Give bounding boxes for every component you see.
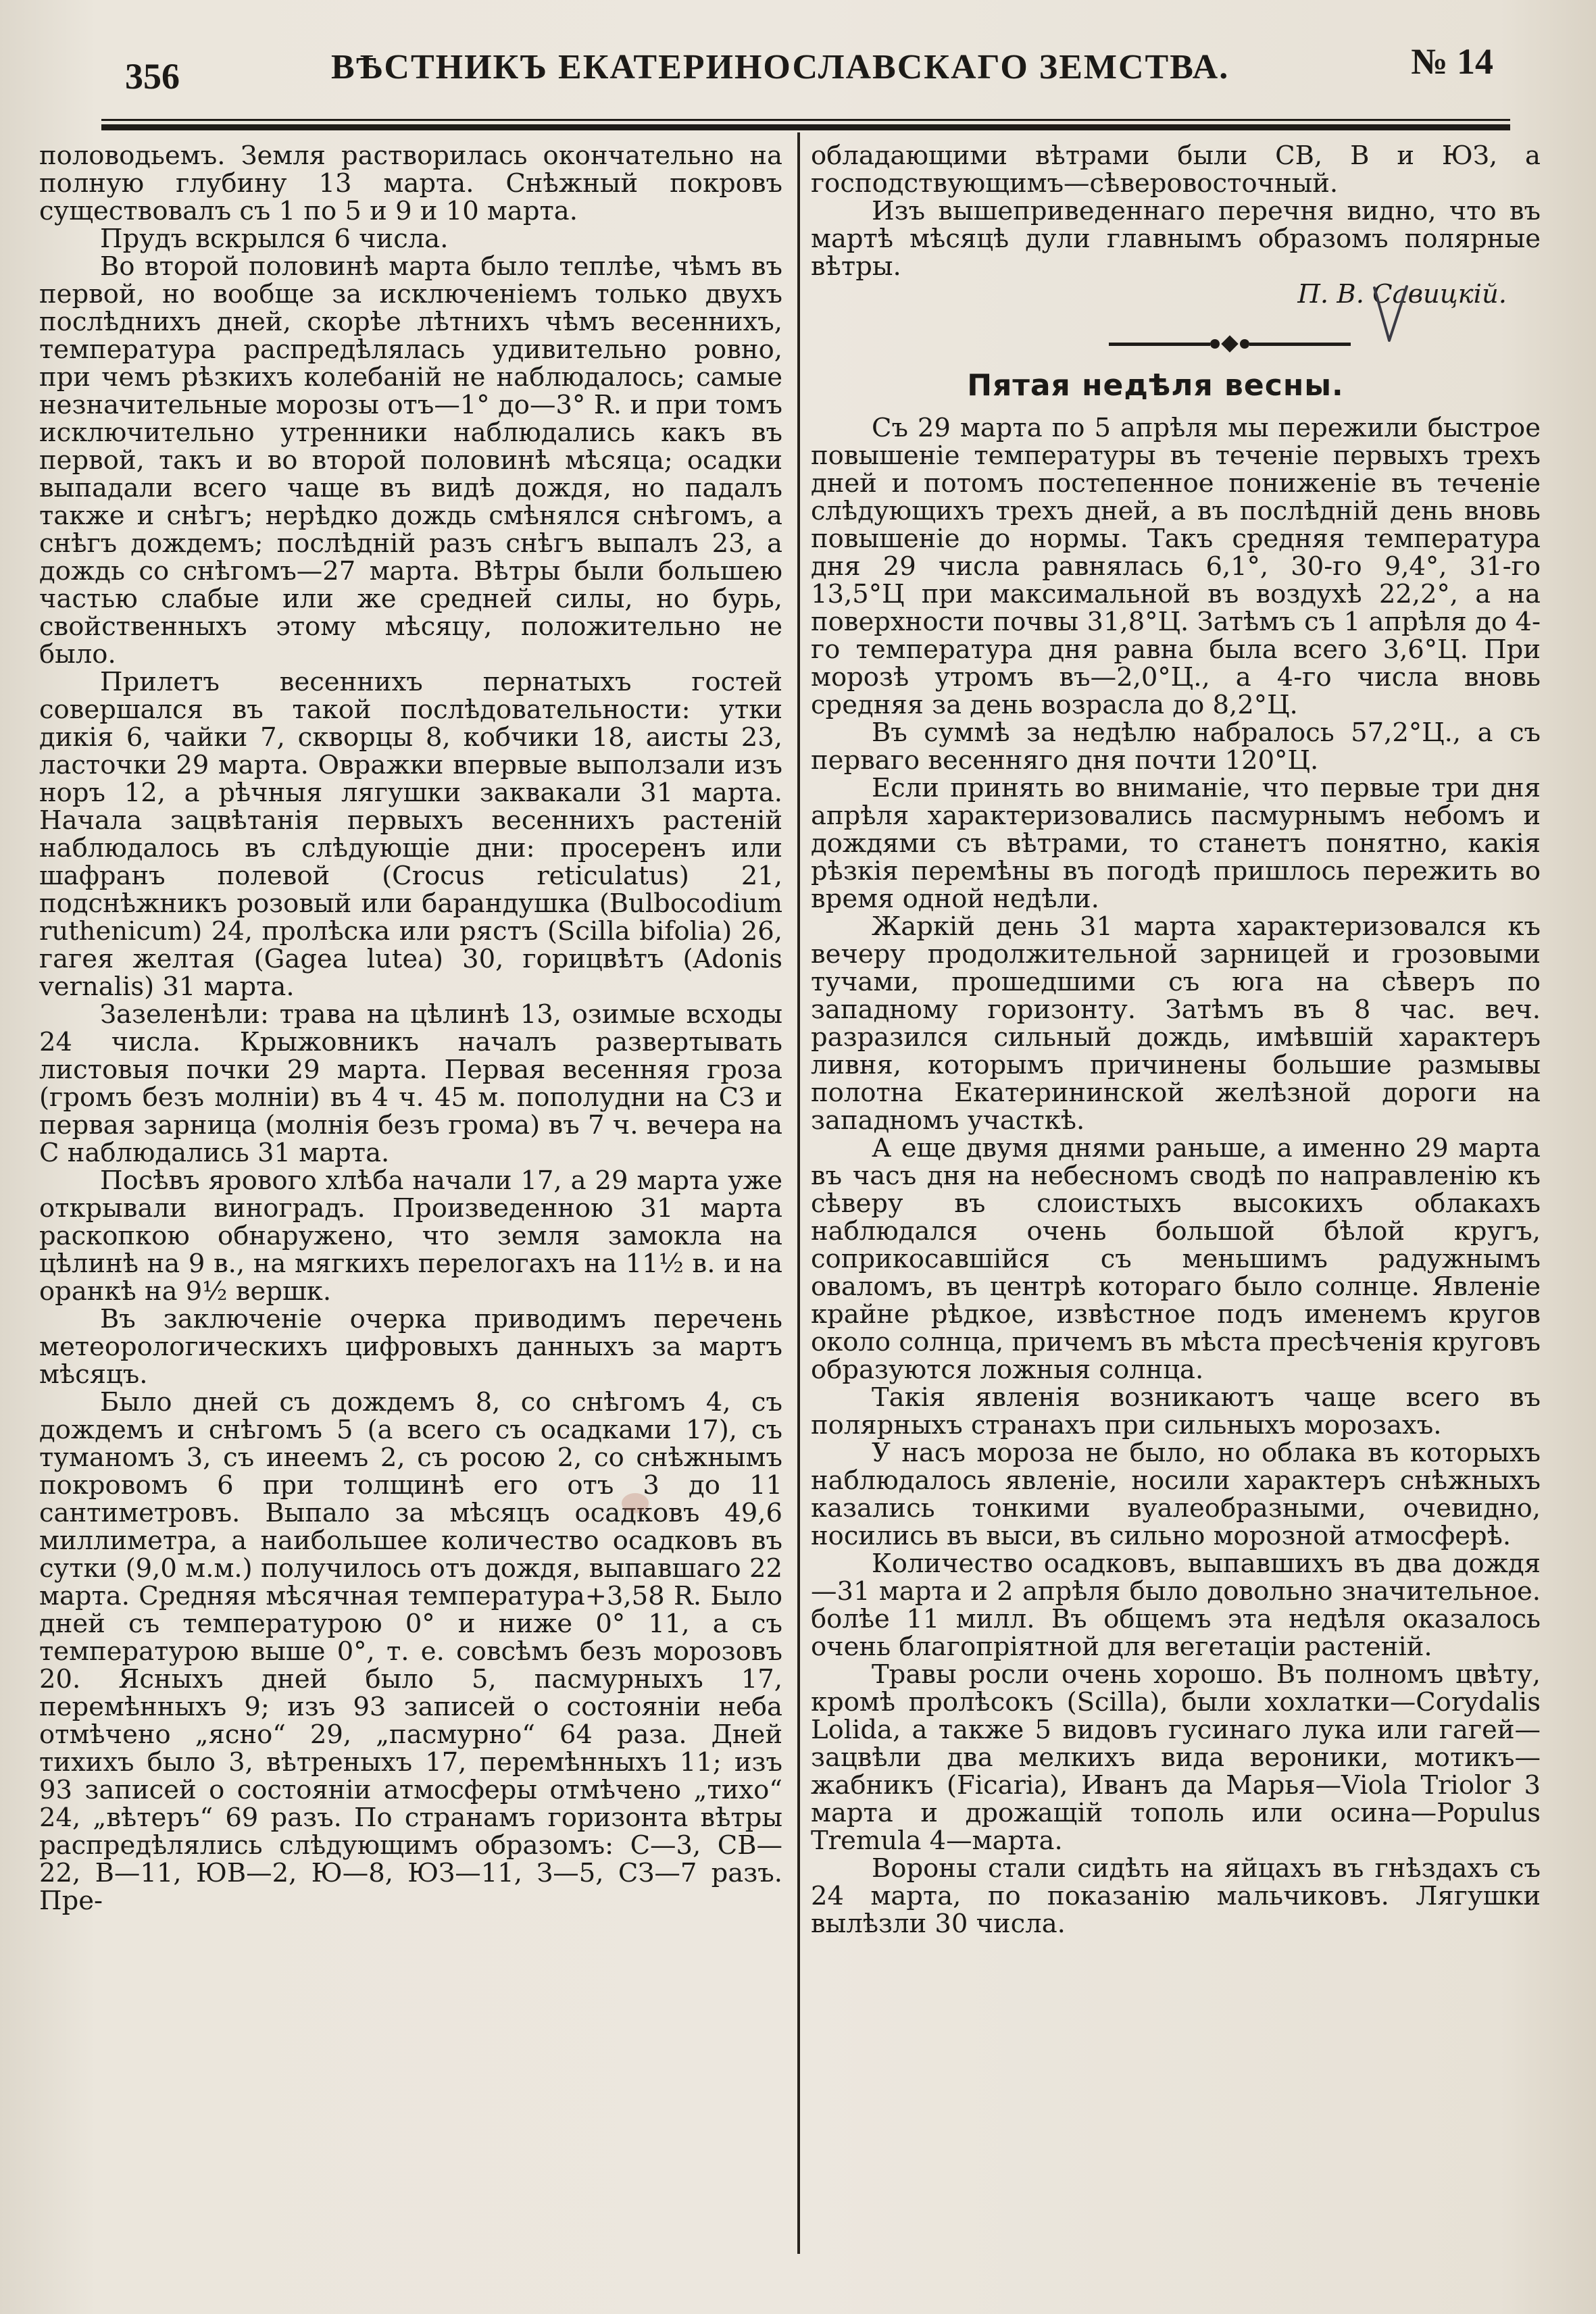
paragraph: А еще двумя днями раньше, а именно 29 марта въ часъ дня на небесномъ сводѣ по направленію къ сѣверу въ слоистыхъ высокихъ облакахъ наблюдался очень большой бѣлой кругъ, соприкосавшійся съ меньшимъ радужнымъ оваломъ, въ центрѣ котораго было солнце. Явленіе крайне рѣдкое, извѣстное подъ именемъ кругов около солнца, причемъ въ мѣста пресѣченія круговъ образуются ложныя солнца.: [811, 1133, 1541, 1385]
ornament-line: [1249, 343, 1351, 346]
column-divider: [797, 132, 800, 2254]
header-rule-thick: [101, 124, 1510, 130]
page-header: [101, 27, 1507, 108]
paragraph: Зазеленѣли: трава на цѣлинѣ 13, озимые всходы 24 числа. Крыжовникъ началъ развертывать листовыя почки 29 марта. Первая весенняя гроза (громъ безъ молніи) въ 4 ч. 45 м. пополудни на СЗ и первая зарница (молнія безъ грома) въ 7 ч. вечера на С наблюдались 31 марта.: [39, 999, 782, 1168]
right-column: [811, 142, 1541, 1938]
paragraph: Прилетъ весеннихъ пернатыхъ гостей совершался въ такой послѣдовательности: утки дикія 6, чайки 7, скворцы 8, кобчики 18, аисты 23, ласточки 29 марта. Овражки впервые выползали изъ норъ 12, а рѣчныя лягушки заквакали 31 марта. Начала зацвѣтанія первыхъ весеннихъ растеній наблюдалось въ слѣдующіе дни: просеренъ или шафранъ полевой (Crocus reticulatus) 21, подснѣжникъ розовый или барандушка (Bulbocodium ruthenicum) 24, пролѣска или рястъ (Scilla bifolia) 26, гагея желтая (Gagea lutea) 30, горицвѣтъ (Adonis vernalis) 31 марта.: [39, 667, 782, 1002]
section-heading: Пятая недѣля весны.: [967, 368, 1344, 403]
ink-stain: [622, 1493, 649, 1513]
paragraph: Въ суммѣ за недѣлю набралось 57,2°Ц., а съ перваго весенняго дня почти 120°Ц.: [811, 718, 1541, 776]
author-signature: П. В. Савицкій.: [1297, 279, 1507, 309]
paragraph: Травы росли очень хорошо. Въ полномъ цвѣту, кромѣ пролѣсокъ (Scilla), были хохлатки—Corydalis Lolida, а также 5 видовъ гусинаго лука или гагей—зацвѣли два мелкихъ вида вероники, мотикъ—жабникъ (Ficaria), Иванъ да Марья—Viola Triolor 3 марта и дрожащій тополь или осина—Populus Tremula 4—марта.: [811, 1659, 1541, 1856]
paragraph: половодьемъ. Земля растворилась окончательно на полную глубину 13 марта. Снѣжный покровъ существовалъ съ 1 по 5 и 9 и 10 марта.: [39, 141, 782, 226]
issue-number: № 14: [1411, 41, 1493, 82]
paragraph: Такія явленія возникаютъ чаще всего въ полярныхъ странахъ при сильныхъ морозахъ.: [811, 1382, 1541, 1440]
paragraph: обладающими вѣтрами были СВ, В и ЮЗ, а господствующимъ—сѣверовосточный.: [811, 141, 1541, 199]
paragraph: Если принять во вниманіе, что первые три дня апрѣля характеризовались пасмурнымъ небомъ и дождями съ вѣтрами, то станетъ понятно, какія рѣзкія перемѣны въ погодѣ пришлось пережить во время одной недѣли.: [811, 773, 1541, 914]
paragraph: У насъ мороза не было, но облака въ которыхъ наблюдалось явленіе, носили характеръ снѣжныхъ казались тонкими вуалеобразными, очевидно, носились въ выси, въ сильно морозной атмосферѣ.: [811, 1438, 1541, 1551]
page-number: 356: [125, 56, 180, 97]
ornament-dot: [1240, 339, 1249, 349]
section-ornament: [811, 320, 1541, 368]
ornament-diamond: [1221, 335, 1238, 352]
paragraph: Во второй половинѣ марта было теплѣе, чѣмъ въ первой, но вообще за исключеніемъ только двухъ послѣднихъ дней, скорѣе лѣтнихъ чѣмъ весеннихъ, температура распредѣлялась удивительно ровно, при чемъ рѣзкихъ колебаній не наблюдалось; самые незначительные морозы отъ—1° до—3° R. и при томъ исключительно утренники наблюдались какъ въ первой, такъ и во второй половинѣ мѣсяца; осадки выпадали всего чаще въ видѣ дождя, но падалъ также и снѣгъ; нерѣдко дождь смѣнялся снѣгомъ, а снѣгъ дождемъ; послѣдній разъ снѣгъ выпалъ 23, а дождь со снѣгомъ—27 марта. Вѣтры были большею частью слабые или же средней силы, но бурь, свойственныхъ этому мѣсяцу, положительно не было.: [39, 251, 782, 670]
ornament-line: [1109, 343, 1210, 346]
paragraph: Количество осадковъ, выпавшихъ въ два дождя—31 марта и 2 апрѣля было довольно значительное. болѣе 11 милл. Въ общемъ эта недѣля оказалось очень благопріятной для вегетаціи растеній.: [811, 1549, 1541, 1662]
paragraph: Было дней съ дождемъ 8, со снѣгомъ 4, съ дождемъ и снѣгомъ 5 (а всего съ осадками 17), съ туманомъ 3, съ инеемъ 2, съ росою 2, со снѣжнымъ покровомъ 6 при толщинѣ его отъ 3 до 11 сантиметровъ. Выпало за мѣсяцъ осадковъ 49,6 миллиметра, а наибольшее количество осадковъ въ сутки (9,0 м.м.) получилось отъ дождя, выпавшаго 22 марта. Средняя мѣсячная температура+3,58 R. Было дней съ температурою 0° и ниже 0° 11, а съ температурою выше 0°, т. е. совсѣмъ безъ морозовъ 20. Ясныхъ дней было 5, пасмурныхъ 17, перемѣнныхъ 9; изъ 93 записей о состояніи неба отмѣчено „ясно“ 29, „пасмурно“ 64 раза. Дней тихихъ было 3, вѣтреныхъ 17, перемѣнныхъ 11; изъ 93 записей о состояніи атмосферы отмѣчено „тихо“ 24, „вѣтеръ“ 69 разъ. По странамъ горизонта вѣтры распредѣлялись слѣдующимъ образомъ: С—3, СВ—22, В—11, ЮВ—2, Ю—8, ЮЗ—11, З—5, СЗ—7 разъ. Пре-: [39, 1387, 782, 1916]
left-column: [39, 142, 782, 1915]
header-rule-thin: [101, 119, 1510, 121]
paragraph: Въ заключеніе очерка приводимъ перечень метеорологическихъ цифровыхъ данныхъ за мартъ мѣсяцъ.: [39, 1304, 782, 1390]
ornament-dot: [1210, 339, 1220, 349]
paragraph: Вороны стали сидѣть на яйцахъ въ гнѣздахъ съ 24 марта, по показанію мальчиковъ. Лягушки вылѣзли 30 числа.: [811, 1853, 1541, 1939]
paragraph: Жаркій день 31 марта характеризовался къ вечеру продолжительной зарницей и грозовыми тучами, прошедшими съ юга на сѣверъ по западному горизонту. Затѣмъ въ 8 час. веч. разразился сильный дождь, имѣвшій характеръ ливня, которымъ причинены большие размывы полотна Екатерининской желѣзной дороги на западномъ участкѣ.: [811, 911, 1541, 1136]
pencil-check-mark-icon: [1370, 284, 1411, 345]
paragraph: Изъ вышеприведеннаго перечня видно, что въ мартѣ мѣсяцѣ дули главнымъ образомъ полярные вѣтры.: [811, 196, 1541, 282]
paragraph: Посѣвъ ярового хлѣба начали 17, а 29 марта уже открывали виноградъ. Произведенною 31 марта раскопкою обнаружено, что земля замокла на цѣлинѣ на 9 в., на мягкихъ перелогахъ на 11½ в. и на оранкѣ на 9½ вершк.: [39, 1165, 782, 1307]
paragraph: Съ 29 марта по 5 апрѣля мы пережили быстрое повышеніе температуры въ теченіе первыхъ трехъ дней и потомъ постепенное пониженіе въ теченіе слѣдующихъ трехъ дней, а въ послѣдній день вновь повышеніе до нормы. Такъ средняя температура дня 29 числа равнялась 6,1°, 30-го 9,4°, 31-го 13,5°Ц при максимальной въ воздухѣ 22,2°, а на поверхности почвы 31,8°Ц. Затѣмъ съ 1 апрѣля до 4-го температура дня равна была всего 3,6°Ц. При морозѣ утромъ въ—2,0°Ц., а 4-го числа вновь средняя за день возрасла до 8,2°Ц.: [811, 413, 1541, 720]
journal-title: ВѢСТНИКЪ ЕКАТЕРИНОСЛАВСКАГО ЗЕМСТВА.: [331, 48, 1230, 86]
paragraph: Прудъ вскрылся 6 числа.: [100, 224, 449, 254]
